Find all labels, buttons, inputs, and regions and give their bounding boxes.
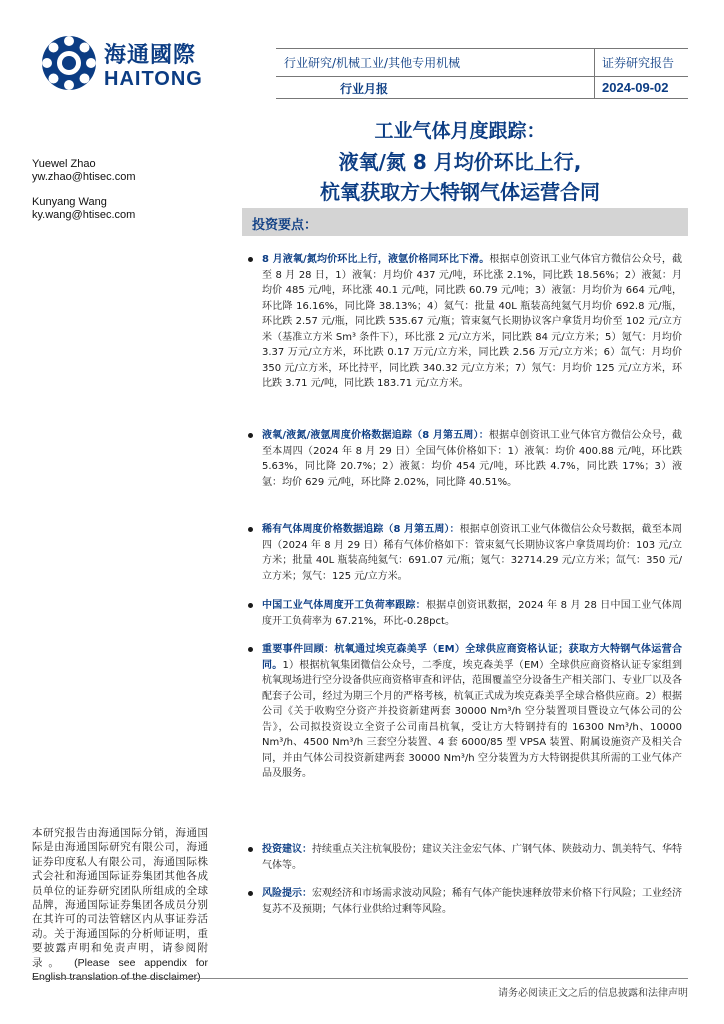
header-rule-middle: [276, 76, 688, 77]
header-rule-top: [276, 48, 688, 49]
author-email[interactable]: yw.zhao@htisec.com: [32, 171, 136, 183]
header-rule-bottom: [276, 98, 688, 99]
report-label: 证券研究报告: [602, 56, 675, 70]
list-item: [262, 428, 682, 490]
bullet-lead: 稀有气体周度价格数据追踪（8 月第五周）：: [262, 524, 460, 535]
list-item: [262, 842, 682, 873]
logo-english-name: HAITONG: [104, 68, 203, 90]
header-divider: [594, 48, 595, 98]
key-points-header: [242, 208, 688, 236]
bullet-body: 根据卓创资讯工业气体官方微信公众号，截至本周四（2024 年 8 月 29 日）全国气体价格如下：1）液氧：均价 400.88 元/吨，环比跌 5.63%，同比降 20.7%；2）液氮：均价 454 元/吨，环比跌 4.7%，同比跌 17%；3）液氩：均价 629 元/吨，环比降 2.02%，同比降 40.51%。: [262, 430, 682, 488]
list-item: [262, 886, 682, 917]
bullet-lead: 重要事件回顾：杭氧通过埃克森美孚（EM）全球供应商资格认证；获取方大特钢气体运营合同。: [262, 644, 682, 671]
disclaimer: [32, 826, 208, 984]
report-type: 行业月报: [340, 82, 389, 96]
report-title-line1: 工业气体月度跟踪：: [374, 120, 546, 142]
bullet-body: 1）根据杭氧集团微信公众号，二季度，埃克森美孚（EM）全球供应商资格认证专家组到杭氧现场进行空分设备供应商资格审查和评估，范围覆盖空分设备生产相关部门、专业厂以及各配套子公司，经过为期三个月的严格考核，杭氧正式成为埃克森美孚全球合格供应商。2）根据公司《关于收购空分资产并投资新建两套 30000 Nm³/h 空分装置项目暨设立气体公司的公告》，公司拟投资设立全资子公司南昌杭氧，受让方大特钢持有的 16300 Nm³/h、10000 Nm³/h、4500 Nm³/h 三套空分装置、4 套 6000/85 型 VPSA 装置、附属设施资产及相关合同，并由气体公司投资新建两套 30000 Nm³/h 空分装置为方大特钢提供其所需的工业气体产品及服务。: [262, 659, 682, 779]
author-email[interactable]: ky.wang@htisec.com: [32, 209, 136, 221]
bullet-lead: 风险提示：: [262, 888, 312, 899]
bullet-body: 宏观经济和市场需求波动风险；稀有气体产能快速释放带来价格下行风险；工业经济复苏不及预期；气体行业供给过剩等风险。: [262, 888, 682, 915]
disclaimer-cn: 本研究报告由海通国际分销，海通国际是由海通国际研究有限公司，海通证券印度私人有限公司，海通国际株式会社和海通国际证券集团其他各成员单位的证券研究团队所组成的全球品牌，海通国际证券集团各成员分别在其许可的司法管辖区内从事证券活动。关于海通国际的分析师证明，重要披露声明和免责声明，请参阅附录。: [32, 827, 208, 969]
industry-category: 行业研究/机械工业/其他专用机械: [284, 56, 461, 70]
bullet-lead: 中国工业气体周度开工负荷率跟踪：: [262, 600, 426, 611]
list-item: [262, 252, 682, 392]
bullet-body: 根据卓创资讯数据，2024 年 8 月 28 日中国工业气体周度开工负荷率为 67.21%，环比-0.28pct。: [262, 600, 683, 627]
footer-rule: [32, 978, 688, 979]
bullet-lead: 液氧/液氮/液氩周度价格数据追踪（8 月第五周）：: [262, 430, 489, 441]
author-name: Yuewel Zhao: [32, 158, 96, 170]
bullet-body: 持续重点关注杭氧股份；建议关注金宏气体、广钢气体、陕鼓动力、凯美特气、华特气体等。: [262, 844, 682, 871]
author-name: Kunyang Wang: [32, 196, 107, 208]
report-title-line3: 杭氧获取方大特钢气体运营合同: [320, 180, 600, 204]
disclaimer-en: (Please see appendix for: [74, 956, 209, 969]
bullet-body: 根据卓创资讯工业气体微信公众号数据，截至本周四（2024 年 8 月 29 日）稀有气体价格如下：管束氦气长期协议客户拿货周均价：103 元/立方米；批量 40L 瓶装高纯氦气：691.07 元/瓶；氪气：32714.29 元/立方米；氙气：350 元/立方米；氖气：125 元/立方米。: [262, 524, 683, 582]
bullet-lead: 8 月液氧/氮均价环比上行，液氩价格同环比下滑。: [262, 254, 490, 265]
haitong-logo: [40, 34, 230, 94]
bullet-lead: 投资建议：: [262, 844, 312, 855]
author-block: [32, 158, 136, 222]
list-item: [262, 642, 682, 782]
haitong-emblem-icon: [40, 34, 98, 92]
footer-notice: 请务必阅读正文之后的信息披露和法律声明: [498, 988, 688, 999]
report-title-line2: 液氧/氮 8 月均价环比上行,: [338, 150, 582, 174]
logo-chinese-name: 海通國際: [104, 43, 197, 68]
bullet-body: 根据卓创资讯工业气体官方微信公众号，截至 8 月 28 日，1）液氧：月均价 437 元/吨，环比涨 2.1%，同比跌 18.56%；2）液氮：月均价 485 元/吨，环比涨 40.1 元/吨，同比跌 60.79 元/吨；3）液氩：月均价为 664 元/吨，环比降 16.16%，同比降 38.13%；4）氦气：批量 40L 瓶装高纯氦气月均价 692.8 元/瓶，环比跌 2.57 元/瓶，同比跌 535.67 元/瓶；管束氦气长期协议客户拿货月均价至 102 元/立方米（基准立方米 Sm³ 条件下），环比涨 2 元/立方米，同比跌 84 元/立方米；5）氪气：月均价 3.37 万元/立方米，环比跌 0.17 万元/立方米，同比跌 2.56 万元/立方米；6）氙气：月均价 350 元/立方米，环比持平，同比跌 340.32 元/立方米；7）氖气：月均价 125 元/立方米，环比跌 3.71 元/吨，同比跌 183.71 元/立方米。: [262, 254, 682, 389]
list-item: [262, 522, 682, 584]
list-item: [262, 598, 682, 629]
section-title: 投资要点：: [252, 218, 318, 233]
report-date: 2024-09-02: [602, 80, 669, 95]
